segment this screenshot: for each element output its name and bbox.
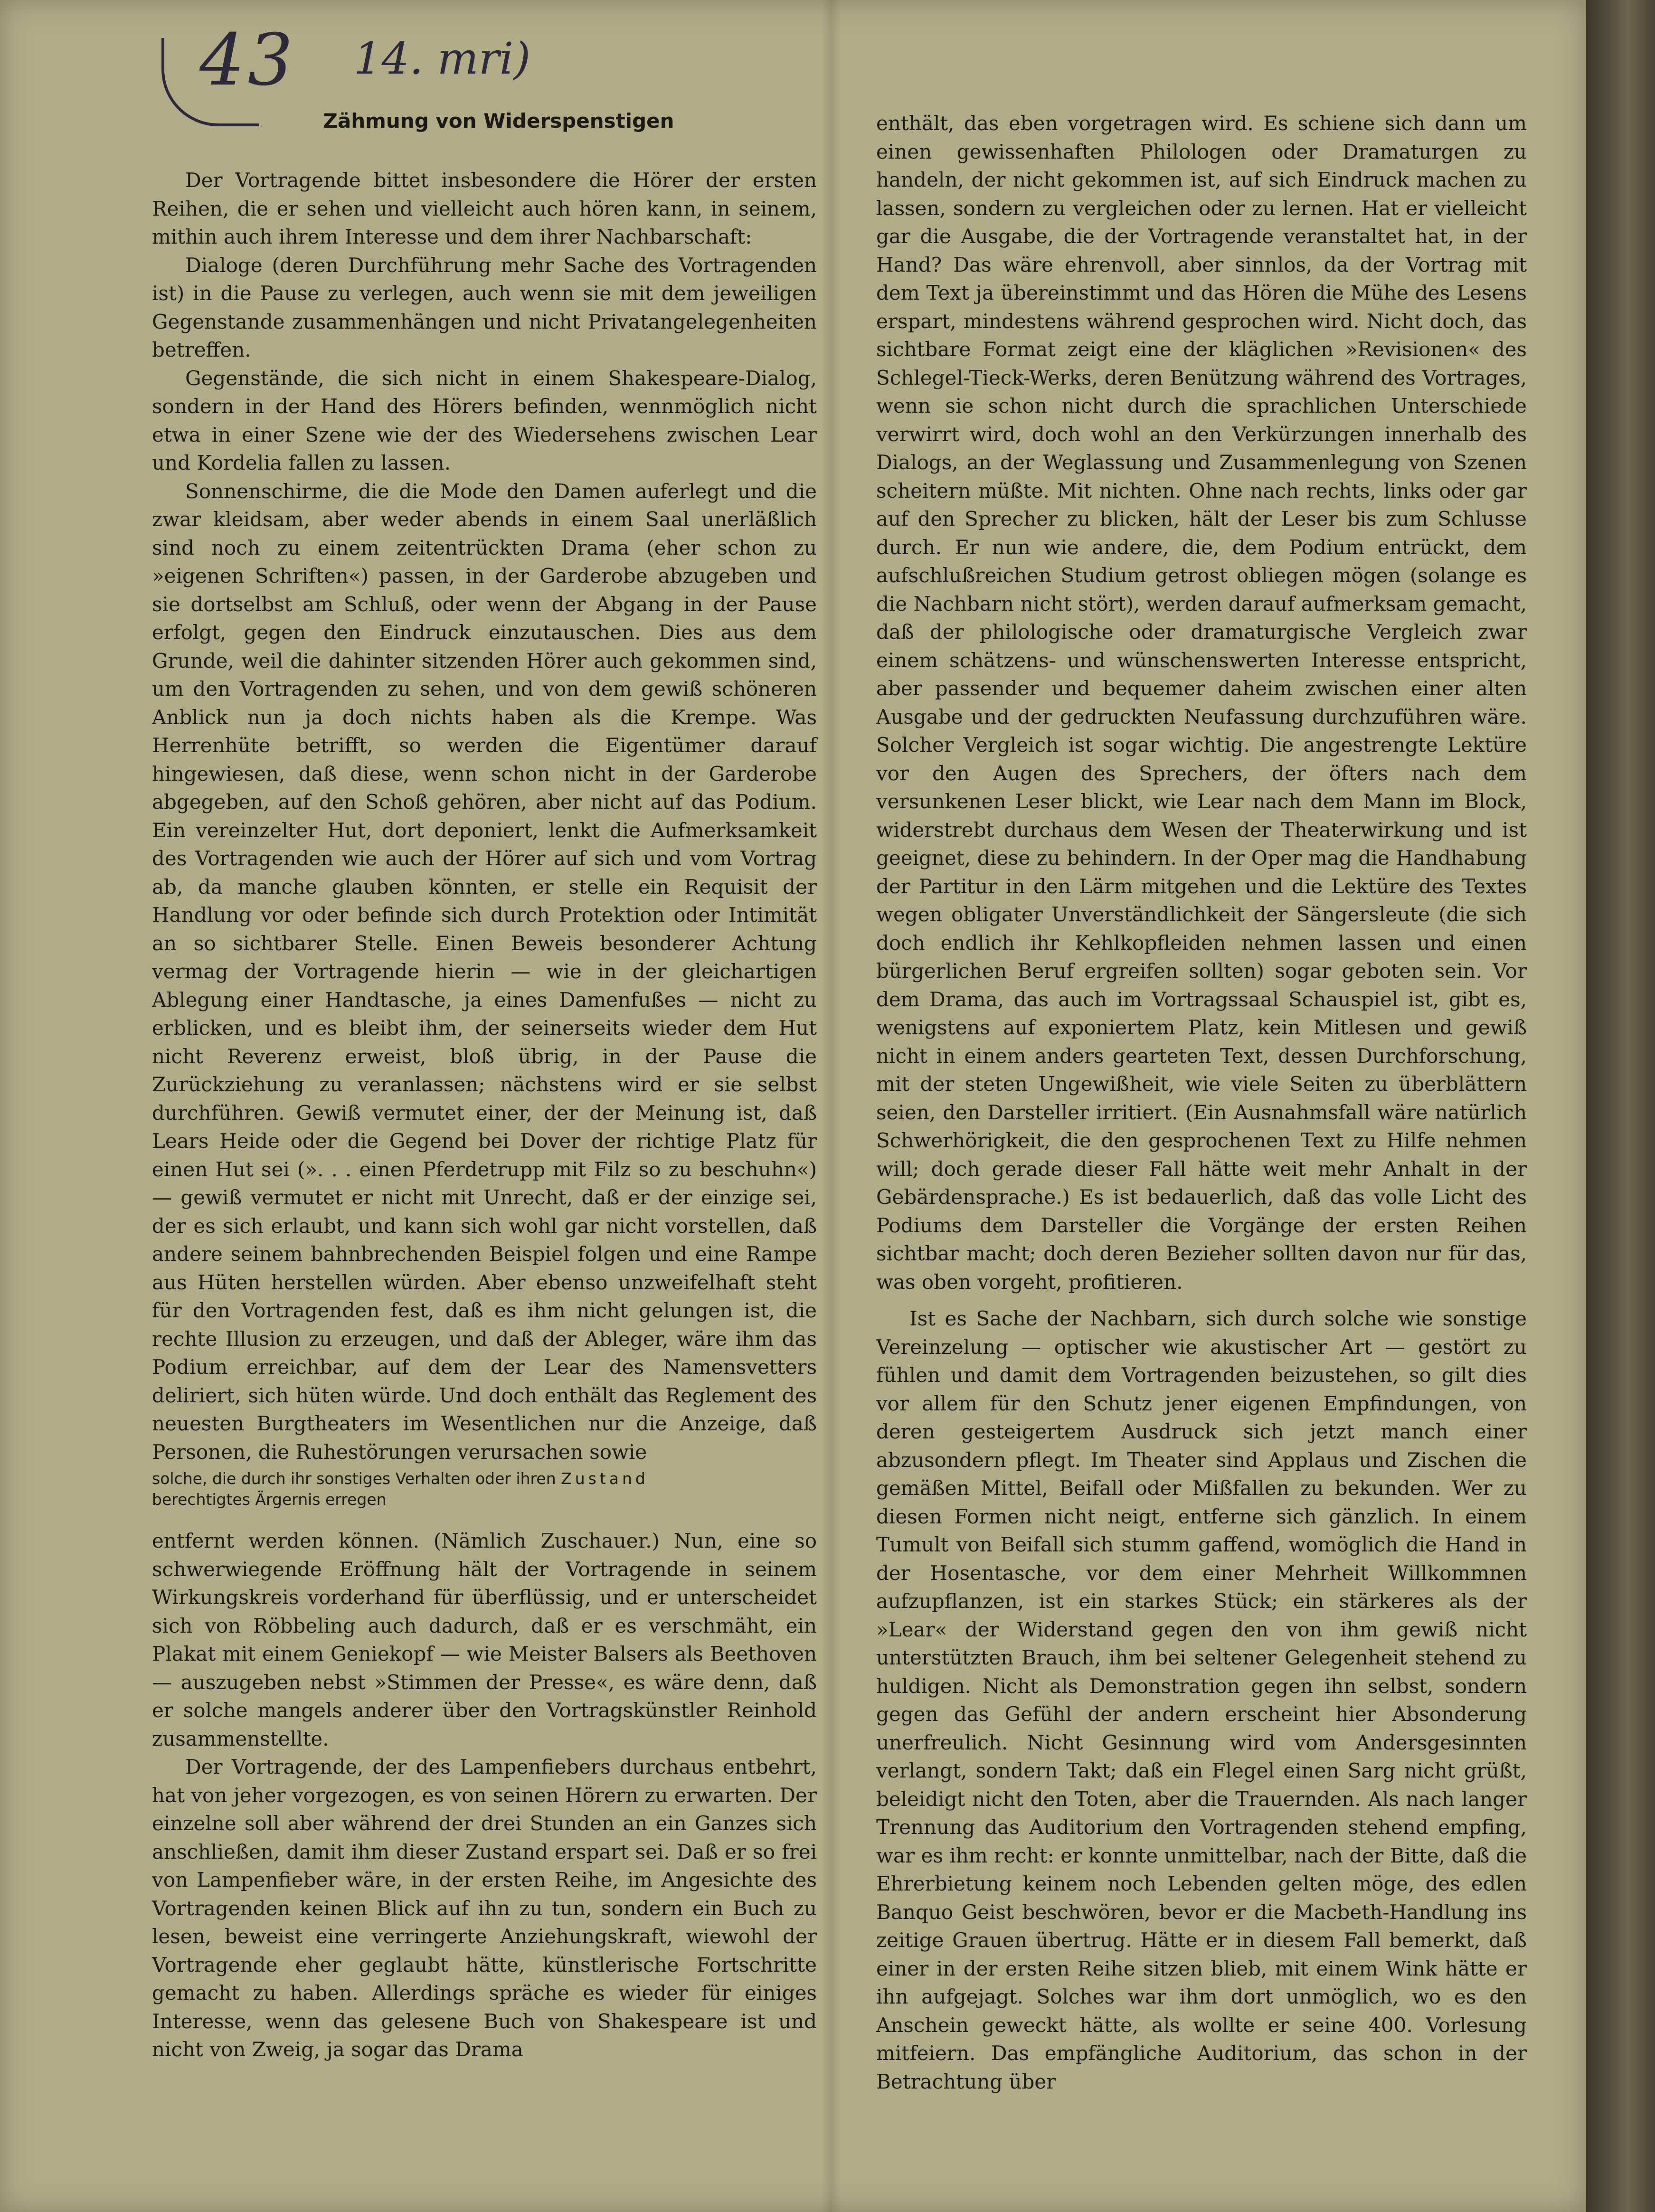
regulation-text: solche, die durch ihr sonstiges Verhalten oder ihren (152, 1469, 556, 1488)
page-fold (822, 0, 841, 2212)
paragraph: Gegenstände, die sich nicht in einem Shakespeare-Dialog, sondern in der Hand des Hörers befinden, wennmöglich nicht etwa in einer Szene wie der des Wiedersehens zwischen Lear und Kordelia fallen zu lassen. (152, 366, 817, 474)
paragraph: Der Vortragende bittet insbesondere die Hörer der ersten Reihen, die er sehen und vielleicht auch hören kann, in seinem, mithin auch ihrem Interesse und dem ihrer Nachbarschaft: (152, 169, 817, 248)
handwritten-number: 43 (199, 19, 296, 102)
handwritten-note: 14. mri) (354, 33, 531, 84)
regulation-text-end: berechtigtes Ärgernis erregen (152, 1490, 387, 1509)
right-column-bottom (876, 1305, 1527, 2096)
quoted-regulation (152, 1468, 817, 1510)
article-title: Zähmung von Widerspenstigen (323, 109, 674, 132)
paragraph: Ist es Sache der Nachbarn, sich durch solche wie sonstige Vereinzelung — optischer wie akustischer Art — gestört zu fühlen und damit dem Vortragenden beizustehen, so gilt dies vor allem für den Schutz jener eigenen Empfindungen, von deren gesteigertem Ausdruck sich jetzt manch einer abzusondern pflegt. Im Theater sind Applaus und Zischen die gemäßen Mittel, Beifall oder Mißfallen zu bekunden. Wer zu diesen Formen nicht neigt, entferne sich gänzlich. In einem Tumult von Beifall sich stumm gaffend, womöglich die Hand in der Hosentasche, vor dem einer Mehrheit Willkommnen aufzupflanzen, ist ein starkes Stück; ein stärkeres als der »Lear« der Widerstand gegen den von ihm gewiß nicht unterstützten Brauch, ihm bei seltener Gelegenheit stehend zu huldigen. Nicht als Demonstration gegen ihn selbst, sondern gegen das Gefühl der andern erscheint hier Absonderung unerfreulich. Nicht Gesinnung wird vom Andersgesinnten verlangt, sondern Takt; daß ein Flegel einen Sarg nicht grüßt, beleidigt nicht den Toten, aber die Trauernden. Als nach langer Trennung das Auditorium den Vortragenden stehend empfing, war es ihm recht: er konnte unmittelbar, nach der Bitte, daß die Ehrerbietung keinem noch Lebenden gelten möge, des edlen Banquo Geist beschwören, bevor er die Macbeth-Handlung ins zeitige Grauen übertrug. Hätte er in diesem Fall bemerkt, daß einer in der ersten Reihe sitzen blieb, mit einem Wink hätte er ihn aufgejagt. Solches war ihm dort unmöglich, wo es den Anschein geweckt hätte, als wollte er seine 400. Vorlesung mitfeiern. Das empfängliche Auditorium, das schon in der Betrachtung über (876, 1307, 1527, 2093)
left-column-bottom (152, 1527, 817, 2064)
paragraph: Der Vortragende, der des Lampenfiebers durchaus entbehrt, hat von jeher vorgezogen, es von seinen Hörern zu erwarten. Der einzelne soll aber während der drei Stunden an ein Ganzes sich anschließen, damit ihm dieser Zustand erspart sei. Daß er so frei von Lampenfieber wäre, in der ersten Reihe, im Angesichte des Vortragenden keinen Blick auf ihn zu tun, sondern ein Buch zu lesen, beweist eine verringerte Anziehungskraft, wiewohl der Vortragende eher geglaubt hätte, künstlerische Fortschritte gemacht zu haben. Allerdings spräche es wieder für einiges Interesse, wenn das gelesene Buch von Shakespeare ist und nicht von Zweig, ja sogar das Drama (152, 1755, 817, 2061)
binding-spine (1586, 0, 1655, 2212)
right-column-top (876, 109, 1527, 1296)
left-column-top (152, 166, 817, 1466)
paragraph: enthält, das eben vorgetragen wird. Es schiene sich dann um einen gewissenhaften Philologen oder Dramaturgen zu handeln, der nicht gekommen ist, auf sich Eindruck machen zu lassen, sondern zu vergleichen oder zu lernen. Hat er vielleicht gar die Ausgabe, die der Vortragende veranstaltet hat, in der Hand? Das wäre ehrenvoll, aber sinnlos, da der Vortrag mit dem Text ja übereinstimmt und das Hören die Mühe des Lesens erspart, mindestens während gesprochen wird. Nicht doch, das sichtbare Format zeigt eine der kläglichen »Revisionen« des Schlegel-Tieck-Werks, deren Benützung während des Vortrages, wenn sie schon nicht durch die sprachlichen Unterschiede verwirrt wird, doch wohl an den Verkürzungen innerhalb des Dialogs, an der Weglassung und Zusammenlegung von Szenen scheitern müßte. Mit nichten. Ohne nach rechts, links oder gar auf den Sprecher zu blicken, hält der Leser bis zum Schlusse durch. Er nun wie andere, die, dem Podium entrückt, dem aufschlußreichen Studium getrost obliegen mögen (solange es die Nachbarn nicht stört), werden darauf aufmerksam gemacht, daß der philologische oder dramaturgische Vergleich zwar einem schätzens- und wünschenswerten Interesse entspricht, aber passender und bequemer daheim zwischen einer alten Ausgabe und der gedruckten Neufassung durchzuführen wäre. Solcher Vergleich ist sogar wichtig. Die angestrengte Lektüre vor den Augen des Sprechers, der öfters nach dem versunkenen Leser blickt, wie Lear nach dem Mann im Block, widerstrebt durchaus dem Wesen der Theaterwirkung und ist geeignet, diese zu behindern. In der Oper mag die Handhabung der Partitur in den Lärm mitgehen und die Lektüre des Textes wegen obligater Unverständlichkeit der Sängersleute (die sich doch endlich ihr Kehlkopfleiden nehmen lassen und einen bürgerlichen Beruf ergreifen sollten) sogar geboten sein. Vor dem Drama, das auch im Vortragssaal Schauspiel ist, gibt es, wenigstens auf exponiertem Platz, kein Mitlesen und gewiß nicht in einem anders gearteten Text, dessen Durchforschung, mit der steten Ungewißheit, wie viele Seiten zu überblättern seien, den Darsteller irritiert. (Ein Ausnahmsfall wäre natürlich Schwerhörigkeit, die den gesprochenen Text zu Hilfe nehmen will; doch gerade dieser Fall hätte weit mehr Anhalt in der Gebärdensprache.) Es ist bedauerlich, daß das volle Licht des Podiums dem Darsteller die Vorgänge der ersten Reihen sichtbar macht; doch deren Bezieher sollten davon nur für das, was oben vorgeht, profitieren. (876, 112, 1527, 1294)
paragraph: Sonnenschirme, die die Mode den Damen auferlegt und die zwar kleidsam, aber weder abends in einem Saal unerläßlich sind noch zu einem zeitentrückten Drama (eher schon zu »eigenen Schriften«) passen, in der Garderobe abzugeben und sie dortselbst am Schluß, oder wenn der Abgang in der Pause erfolgt, gegen den Eindruck einzutauschen. Dies aus dem Grunde, weil die dahinter sitzenden Hörer auch gekommen sind, um den Vortragenden zu sehen, und von dem gewiß schöneren Anblick nun ja doch nichts haben als die Krempe. Was Herrenhüte betrifft, so werden die Eigentümer darauf hingewiesen, daß diese, wenn schon nicht in der Garderobe abgegeben, auf den Schoß gehören, aber nicht auf das Podium. Ein vereinzelter Hut, dort deponiert, lenkt die Aufmerksamkeit des Vortragenden wie auch der Hörer auf sich und vom Vortrag ab, da manche glauben könnten, er stelle ein Requisit der Handlung vor oder befinde sich durch Protektion oder Intimität an so sichtbarer Stelle. Einen Beweis besonderer Achtung vermag der Vortragende hierin — wie in der gleichartigen Ablegung einer Handtasche, ja eines Damenfußes — nicht zu erblicken, und es bleibt ihm, der seinerseits wieder dem Hut nicht Reverenz erweist, bloß übrig, in der Pause die Zurückziehung zu veranlassen; nächstens wird er sie selbst durchführen. Gewiß vermutet einer, der der Meinung ist, daß Lears Heide oder die Gegend bei Dover der richtige Platz für einen Hut sei (». . . einen Pferdetrupp mit Filz so zu beschuhn«) — gewiß vermutet er nicht mit Unrecht, daß er der einzige sei, der es sich erlaubt, und kann sich wohl gar nicht vorstellen, daß andere seinem bahnbrechenden Beispiel folgen und eine Rampe aus Hüten herstellen würden. Aber ebenso unzweifelhaft steht für den Vortragenden fest, daß es ihm nicht gelungen ist, die rechte Illusion zu erzeugen, und daß der Ableger, wäre ihm das Podium erreichbar, auf dem der Lear des Namensvetters deliriert, sich hüten würde. Und doch enthält das Reglement des neuesten Burgtheaters im Wesentlichen nur die Anzeige, daß Personen, die Ruhestörungen verursachen sowie (152, 479, 817, 1464)
paragraph: entfernt werden können. (Nämlich Zuschauer.) Nun, eine so schwerwiegende Eröffnung hält der Vortragende in seinem Wirkungskreis vorderhand für überflüssig, und er unterscheidet sich von Röbbeling auch dadurch, daß er es verschmäht, ein Plakat mit einem Geniekopf — wie Meister Balsers als Beethoven — auszugeben nebst »Stimmen der Presse«, es wäre denn, daß er solche mangels anderer über den Vortragskünstler Reinhold zusammenstellte. (152, 1529, 817, 1750)
regulation-emphasis: Zustand (561, 1469, 649, 1488)
paragraph: Dialoge (deren Durchführung mehr Sache des Vortragenden ist) in die Pause zu verlegen, auch wenn sie mit dem jeweiligen Gegenstande zusammenhängen und nicht Privatangelegenheiten betreffen. (152, 253, 817, 361)
